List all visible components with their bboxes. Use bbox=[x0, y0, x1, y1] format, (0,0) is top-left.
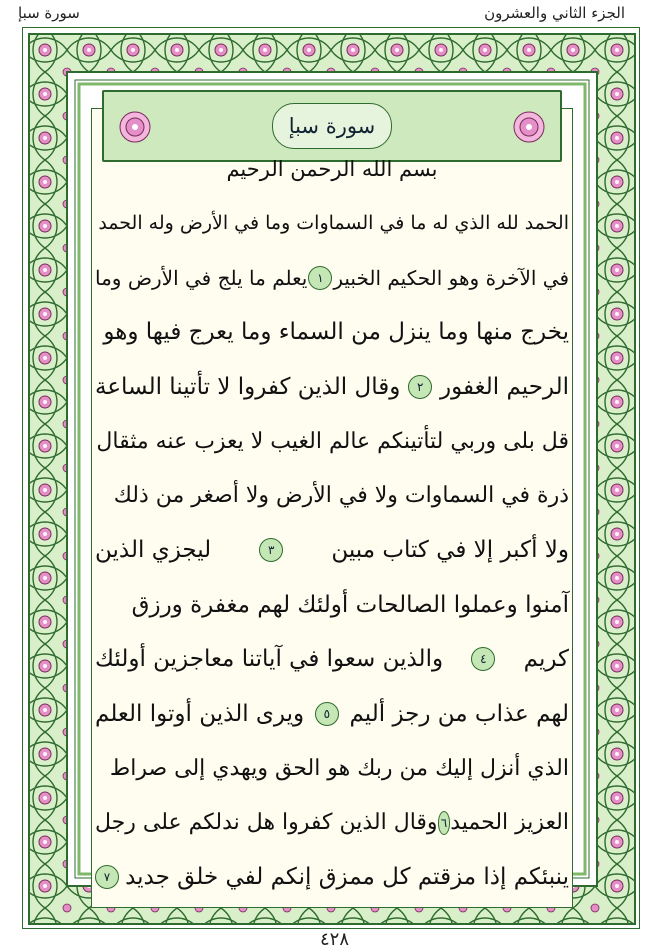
verse-line bbox=[95, 632, 569, 687]
verse-line bbox=[95, 414, 569, 469]
verse-text: كريم bbox=[523, 646, 569, 673]
verse-text: الذي أنزل إليك من ربك هو الحق ويهدي إلى صراط bbox=[109, 755, 569, 781]
verse-text: في الآخرة وهو الحكيم الخبير bbox=[333, 265, 569, 290]
surah-title: سورة سبإ bbox=[288, 114, 376, 138]
verse-line bbox=[95, 578, 569, 633]
verse-text: وقال الذين كفروا لا تأتينا الساعة bbox=[95, 373, 401, 400]
verse-line bbox=[95, 523, 569, 578]
left-flower-icon bbox=[118, 110, 152, 144]
verse-line bbox=[95, 196, 569, 251]
surah-title-panel bbox=[102, 90, 562, 162]
verse-text: ينبئكم إذا مزقتم كل ممزق إنكم لفي خلق جديد bbox=[125, 864, 569, 891]
verse-line bbox=[95, 305, 569, 360]
ayah-number-marker: ٣ bbox=[259, 538, 283, 562]
verse-text: لهم عذاب من رجز أليم bbox=[349, 700, 569, 727]
verse-text: يعلم ما يلج في الأرض وما bbox=[95, 265, 308, 290]
verse-text: ويرى الذين أوتوا العلم bbox=[95, 700, 305, 727]
verse-line bbox=[95, 741, 569, 796]
verse-text: قل بلى وربي لتأتينكم عالم الغيب لا يعزب عنه مثقال bbox=[96, 428, 569, 454]
verse-line bbox=[95, 796, 569, 851]
verse-line bbox=[95, 251, 569, 306]
verse-text: وقال الذين كفروا هل ندلكم على رجل bbox=[95, 810, 438, 836]
ayah-number-marker: ٤ bbox=[471, 647, 495, 671]
verse-lines bbox=[95, 196, 569, 905]
verse-text: ولا أكبر إلا في كتاب مبين bbox=[331, 537, 569, 564]
header-juz-name: الجزء الثاني والعشرون bbox=[484, 4, 625, 22]
ayah-number-marker: ٦ bbox=[438, 811, 451, 835]
ayah-number-marker: ٥ bbox=[315, 702, 339, 726]
verse-text: الرحيم الغفور bbox=[440, 373, 569, 400]
ayah-number-marker: ٢ bbox=[408, 375, 432, 399]
ayah-number-marker: ١ bbox=[308, 266, 332, 290]
verse-text: ليجزي الذين bbox=[95, 537, 212, 564]
verse-line bbox=[95, 687, 569, 742]
verse-text: ذرة في السماوات ولا في الأرض ولا أصغر من ذلك bbox=[113, 483, 569, 509]
page-frame bbox=[22, 27, 640, 929]
basmala: بسم الله الرحمن الرحيم bbox=[226, 157, 438, 181]
verse-text: الحمد لله الذي له ما في السماوات وما في الأرض وله الحمد bbox=[98, 212, 569, 235]
verse-line bbox=[95, 360, 569, 415]
header-surah-name: سورة سبإ bbox=[18, 4, 80, 22]
verse-text: العزيز الحميد bbox=[450, 810, 569, 836]
surah-title-cartouche bbox=[272, 103, 392, 149]
verse-text: آمنوا وعملوا الصالحات أولئك لهم مغفرة ورزق bbox=[131, 591, 569, 618]
right-flower-icon bbox=[512, 110, 546, 144]
ayah-number-marker: ٧ bbox=[95, 865, 119, 889]
page-number: ٤٢٨ bbox=[319, 929, 349, 950]
verse-text: يخرج منها وما ينزل من السماء وما يعرج فيها وهو bbox=[103, 319, 569, 346]
verse-line bbox=[95, 469, 569, 524]
verse-text: والذين سعوا في آياتنا معاجزين أولئك bbox=[95, 646, 444, 673]
verse-line bbox=[95, 850, 569, 905]
